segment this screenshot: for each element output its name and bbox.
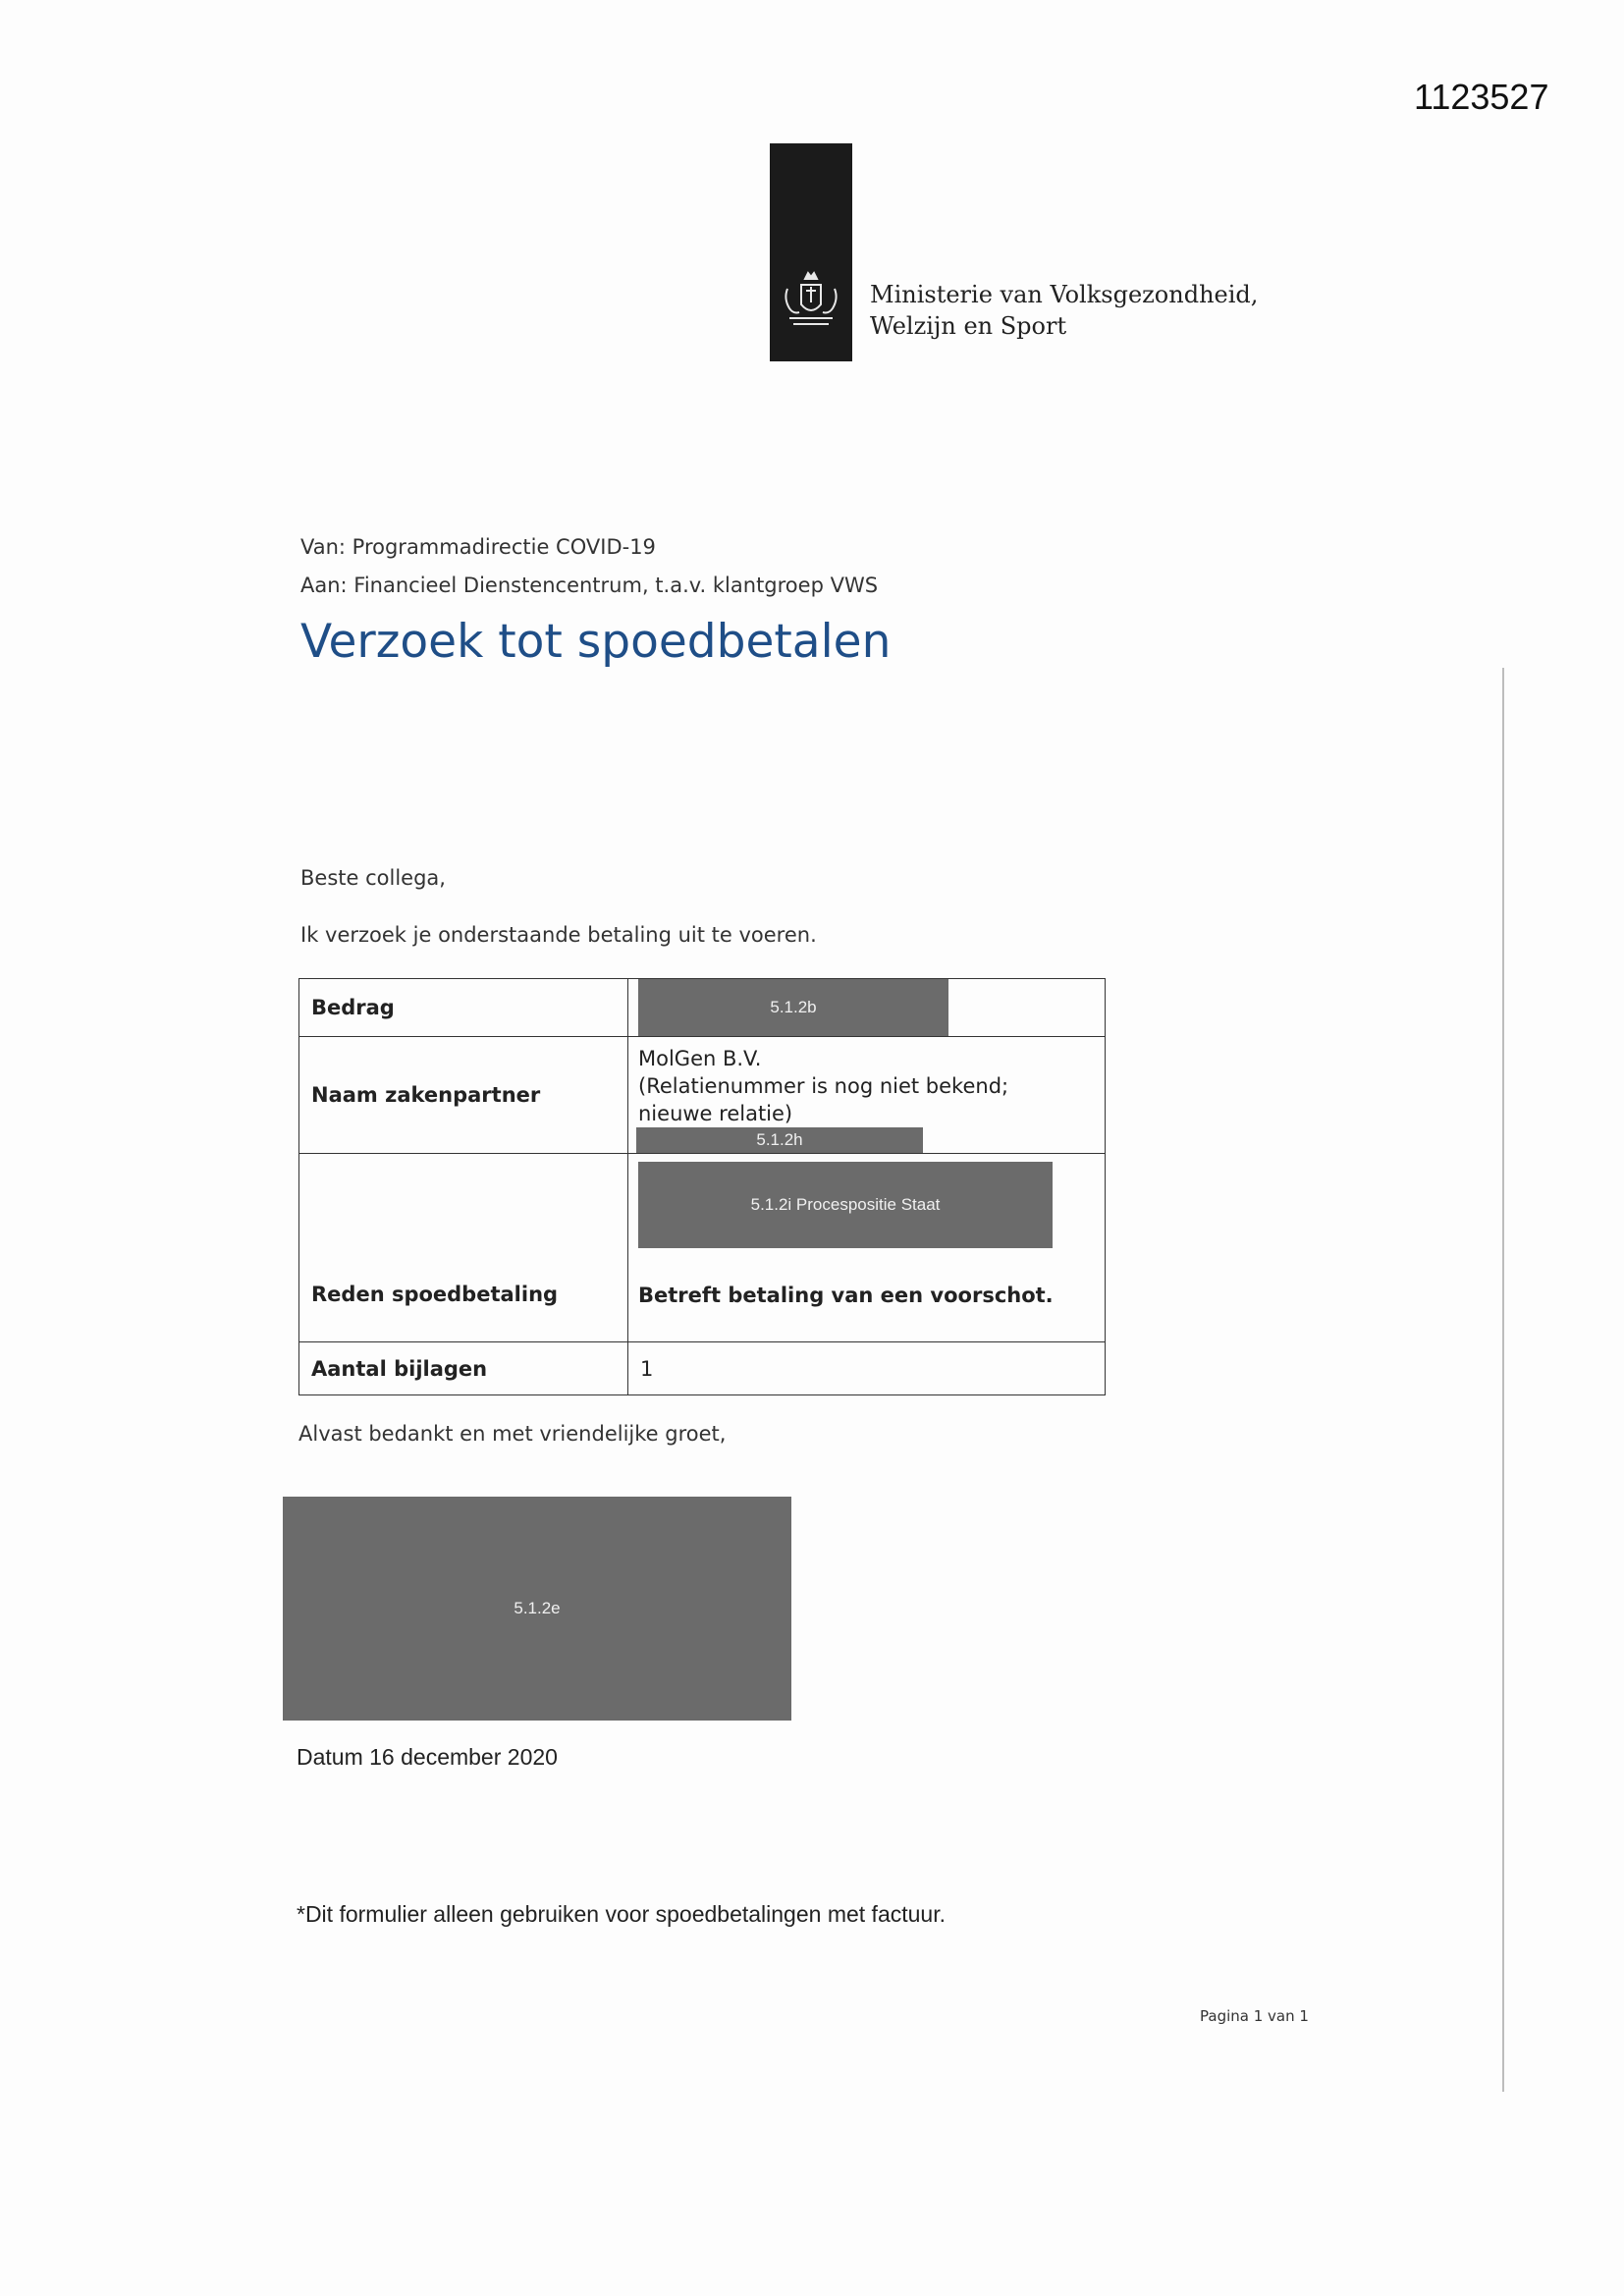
bedrag-label: Bedrag — [299, 979, 628, 1037]
reden-label: Reden spoedbetaling — [299, 1154, 628, 1342]
document-title: Verzoek tot spoedbetalen — [300, 615, 892, 669]
naam-note-2: nieuwe relatie) — [638, 1102, 793, 1125]
signature-redaction: 5.1.2e — [283, 1497, 791, 1721]
scan-edge-line — [1502, 668, 1504, 2092]
naam-value — [638, 1037, 1095, 1127]
sender-line: Van: Programmadirectie COVID-19 — [300, 535, 656, 559]
bijlagen-label: Aantal bijlagen — [299, 1342, 628, 1395]
document-date: Datum 16 december 2020 — [297, 1744, 558, 1770]
naam-note-1: (Relatienummer is nog niet bekend; — [638, 1074, 1009, 1098]
naam-company: MolGen B.V. — [638, 1047, 762, 1070]
table-row-naam — [299, 1037, 1106, 1154]
table-row-bijlagen — [299, 1342, 1106, 1395]
bedrag-value-cell — [628, 979, 1106, 1037]
naam-label: Naam zakenpartner — [299, 1037, 628, 1154]
ministry-name-line-1: Ministerie van Volksgezondheid, — [870, 281, 1259, 308]
page-number: Pagina 1 van 1 — [1200, 2007, 1309, 2025]
bedrag-redaction: 5.1.2b — [638, 979, 948, 1036]
reden-redaction: 5.1.2i Procespositie Staat — [638, 1162, 1053, 1248]
document-number: 1123527 — [1414, 77, 1549, 117]
naam-value-cell — [628, 1037, 1106, 1154]
payment-details-table — [298, 978, 1106, 1395]
bijlagen-value: 1 — [628, 1342, 1106, 1395]
intro-text: Ik verzoek je onderstaande betaling uit te voeren. — [300, 923, 817, 947]
ministry-name — [870, 279, 1258, 342]
naam-redaction: 5.1.2h — [636, 1127, 923, 1153]
sender-recipient — [300, 528, 878, 605]
recipient-line: Aan: Financieel Dienstencentrum, t.a.v. klantgroep VWS — [300, 574, 879, 597]
table-row-bedrag — [299, 979, 1106, 1037]
closing-text: Alvast bedankt en met vriendelijke groet, — [298, 1422, 727, 1446]
royal-crest-icon — [776, 269, 846, 340]
footnote: *Dit formulier alleen gebruiken voor spoedbetalingen met factuur. — [297, 1901, 946, 1927]
ministry-name-line-2: Welzijn en Sport — [870, 312, 1067, 340]
reden-value: Betreft betaling van een voorschot. — [638, 1284, 1054, 1307]
greeting: Beste collega, — [300, 866, 446, 890]
reden-value-cell — [628, 1154, 1106, 1342]
table-row-reden — [299, 1154, 1106, 1342]
ministry-logo-bar — [770, 143, 852, 361]
